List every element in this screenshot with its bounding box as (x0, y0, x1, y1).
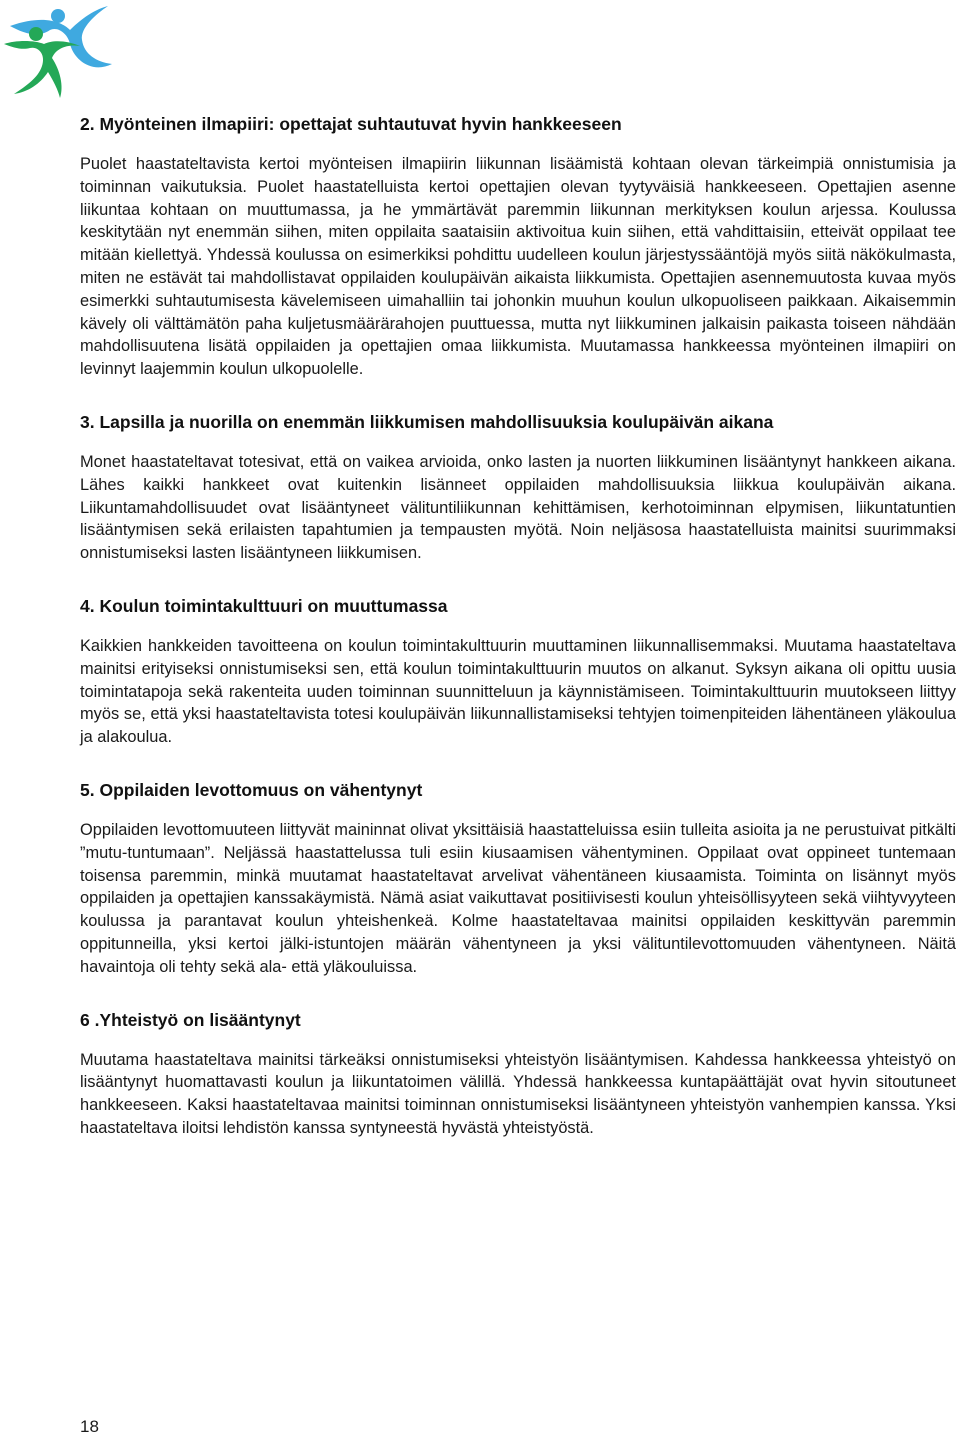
page-number: 18 (80, 1417, 99, 1436)
section-paragraph: Kaikkien hankkeiden tavoitteena on koulun toimintakulttuurin muuttaminen liikunnallisemmaksi. Muutama haastateltava mainitsi erityiseksi onnistumiseksi sen, että koulun toimintakulttuurin muutos on alkanut. Syksyn aikana oli opittu uusia toimintatapoja sekä rakenteita uuden toiminnan suunnitteluun ja käynnistämiseen. Toimintakulttuurin muutokseen liittyy myös se, että yksi haastateltavista totesi koulupäivän liikunnallistamiseksi tehtyjen toimenpiteiden lähentäneen yläkoulua ja alakoulua. (80, 636, 956, 747)
section-4 (80, 593, 956, 749)
section-paragraph: Muutama haastateltava mainitsi tärkeäksi onnistumiseksi yhteistyön lisääntymisen. Kahdessa hankkeessa yhteistyö on lisääntynyt huomattavasti koulun ja liikuntatoimen välillä. Yhdessä hankkeessa kuntapäättäjät ovat hyvin sitoutuneet hankkeeseen. Kaksi haastateltavaa mainitsi toiminnan onnistumiseksi lisääntyneen yhteistyön vanhempien kanssa. Yksi haastateltava iloitsi lehdistön kanssa syntyneestä hyvästä yhteistyöstä. (80, 1050, 956, 1137)
section-paragraph: Puolet haastateltavista kertoi myönteisen ilmapiirin liikunnan lisäämistä kohtaan olevan tärkeimpiä onnistumisia ja toiminnan vaikutuksia. Puolet haastatelluista kertoi opettajien olevan tyytyväisiä hankkeeseen. Opettajien asenne liikuntaa kohtaan on muuttumassa, ja he ymmärtävät paremmin liikunnan merkityksen koulun arjessa. Koulussa keskitytään nyt enemmän siihen, miten oppilaita saataisiin aktivoitua kuin siihen, että vahdittaisiin, etteivät oppilaat tee mitään kiellettyä. Yhdessä koulussa on esimerkiksi pohdittu uudelleen koulun järjestyssääntöjä myös siitä näkökulmasta, miten ne estävät tai mahdollistavat oppilaiden koulupäivän aikaista liikkumista. Opettajien asennemuutosta kuvaa myös esimerkki suhtautumisesta kävelemiseen uimahalliin tai johonkin muuhun koulun ulkopuoliseen paikkaan. Aikaisemmin kävely oli välttämätön paha kuljetusmäärärahojen puuttuessa, mutta nyt liikkuminen jalkaisin paikasta toiseen nähdään mahdollisuutena lisätä oppilaiden ja opettajien omaa liikkumista. Muutamassa hankkeessa myönteinen ilmapiiri on levinnyt laajemmin koulun ulkopuolelle. (80, 155, 956, 379)
section-heading: 6 .Yhteistyö on lisääntynyt (80, 1009, 301, 1030)
section-heading: 2. Myönteinen ilmapiiri: opettajat suhtautuvat hyvin hankkeeseen (80, 114, 622, 134)
section-3 (80, 409, 956, 565)
section-5 (80, 777, 956, 979)
section-paragraph: Oppilaiden levottomuuteen liittyvät maininnat olivat yksittäisiä haastatteluissa esiin tulleita asioita ja ne perustuivat pitkälti ”mutu-tuntumaan”. Neljässä haastattelussa tuli esiin kiusaamisen vähentyminen. Oppilaat ovat oppineet tuntemaan toisensa paremmin, minkä muutamat haastateltavat arvelivat vähentäneen kiusaamista. Toiminta on lisännyt myös oppilaiden ja opettajien kanssakäymistä. Nämä asiat vaikuttavat positiivisesti koulun yhteisöllisyyteen sekä viihtyvyyteen koulussa ja parantavat koulun yhteishenkeä. Kolme haastateltavaa mainitsi oppilaiden keskittyvän paremmin oppitunneilla, yksi kertoi jälki-istuntojen määrän vähentyneen ja yksi välituntilevottomuuden vähentyneen. Näitä havaintoja oli tehty sekä ala- että yläkouluissa. (80, 820, 956, 976)
section-heading: 4. Koulun toimintakulttuuri on muuttumassa (80, 595, 448, 616)
section-paragraph: Monet haastateltavat totesivat, että on vaikea arvioida, onko lasten ja nuorten liikkuminen lisääntynyt hankkeen aikana. Lähes kaikki hankkeet ovat kuitenkin lisänneet oppilaiden mahdollisuuksia liikkua koulupäivän aikana. Liikuntamahdollisuudet ovat lisääntyneet välituntiliikunnan kehittämisen, kerhotoiminnan elpymisen, liikuntatuntien lisääntymisen sekä erilaisten tapahtumien ja tempausten myötä. Noin neljäsosa haastatelluista mainitsi suurimmaksi onnistumiseksi lasten lisääntyneen liikkumisen. (80, 452, 956, 563)
section-heading: 5. Oppilaiden levottomuus on vähentynyt (80, 779, 423, 800)
document-body (80, 111, 956, 1140)
two-figures-logo-icon (0, 0, 120, 100)
section-2 (80, 111, 956, 381)
section-heading: 3. Lapsilla ja nuorilla on enemmän liikkumisen mahdollisuuksia koulupäivän aikana (80, 411, 774, 432)
section-6 (80, 1007, 956, 1140)
